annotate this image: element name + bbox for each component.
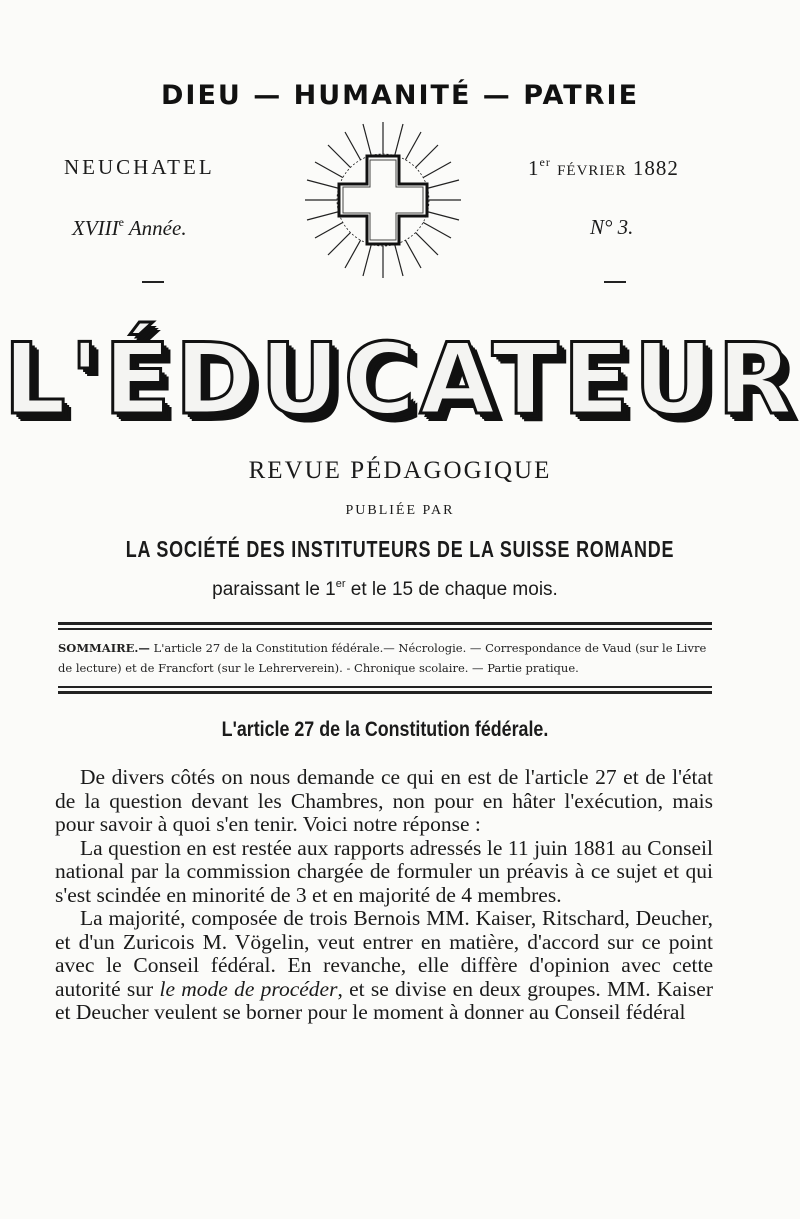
year-word: Année. (128, 216, 187, 240)
swiss-cross-sunburst-icon (303, 120, 463, 280)
right-dash (604, 281, 626, 283)
issue-date (528, 155, 679, 181)
place-name: NEUCHATEL (64, 155, 215, 179)
table-of-contents (58, 638, 718, 678)
masthead-title: L'ÉDUCATEUR (3, 323, 797, 437)
date-day: 1 (528, 156, 540, 180)
paragraph-3-tail: , et se divise en deux groupes. MM. Kaiser et Deucher veulent se borner pour le moment à donner au Conseil fédéral (55, 976, 713, 1024)
society-name: LA SOCIÉTÉ DES INSTITUTEURS DE LA SUISSE ROMANDE (125, 536, 675, 562)
paragraph-3-emphasis: le mode de procéder (159, 976, 338, 1001)
article-title: L'article 27 de la Constitution fédérale. (221, 718, 549, 741)
divider-bottom-1 (58, 686, 712, 688)
left-dash (142, 281, 164, 283)
divider-top-1 (58, 622, 712, 625)
volume-year (72, 215, 187, 241)
year-roman: XVIII (72, 216, 119, 240)
date-day-suffix: er (539, 155, 551, 169)
publication-frequency (0, 578, 770, 601)
divider-top-2 (58, 628, 712, 630)
paragraph-1: De divers côtés on nous demande ce qui en est de l'article 27 et de l'état de la question devant les Chambres, non pour en hâter l'exécution, mais pour savoir à quoi s'en tenir. Voici notre réponse : (55, 765, 713, 836)
issue-number: N° 3. (590, 215, 634, 239)
motto: DIEU — HUMANITÉ — PATRIE (160, 80, 640, 111)
paragraph-2: La question en est restée aux rapports adressés le 11 juin 1881 au Conseil national par la commission chargée de formuler un préavis à ce sujet et qui s'est scindée en minorité de 3 et en majorité de 4 membres. (55, 835, 713, 907)
paragraph-3-text: La majorité, composée de trois Bernois MM. Kaiser, Ritschard, Deucher, et d'un Zuricois M. Vögelin, veut entrer en matière, d'accord sur ce point avec le Conseil fédéral. En revanche, elle diffère d'opinion avec cette autorité sur (55, 906, 713, 1001)
paragraph-3 (55, 907, 713, 1025)
date-year: 1882 (632, 156, 679, 180)
masthead-subtitle: REVUE PÉDAGOGIQUE (248, 457, 552, 484)
frequency-pre: paraissant le 1 (212, 579, 336, 600)
frequency-sup: er (335, 578, 346, 590)
frequency-post: et le 15 de chaque mois. (345, 579, 558, 600)
published-by: PUBLIÉE PAR (345, 503, 455, 518)
sommaire-text: L'article 27 de la Constitution fédérale.— Nécrologie. — Correspondance de Vaud (sur le Livre de lecture) et de Francfort (sur le Lehrerverein). - Chronique scolaire. — Partie pratique. (58, 641, 707, 675)
date-month: FÉVRIER (557, 163, 627, 179)
divider-bottom-2 (58, 691, 712, 694)
sommaire-label: SOMMAIRE.— (58, 641, 150, 655)
article-body (55, 766, 713, 1025)
year-suffix: e (118, 215, 124, 229)
